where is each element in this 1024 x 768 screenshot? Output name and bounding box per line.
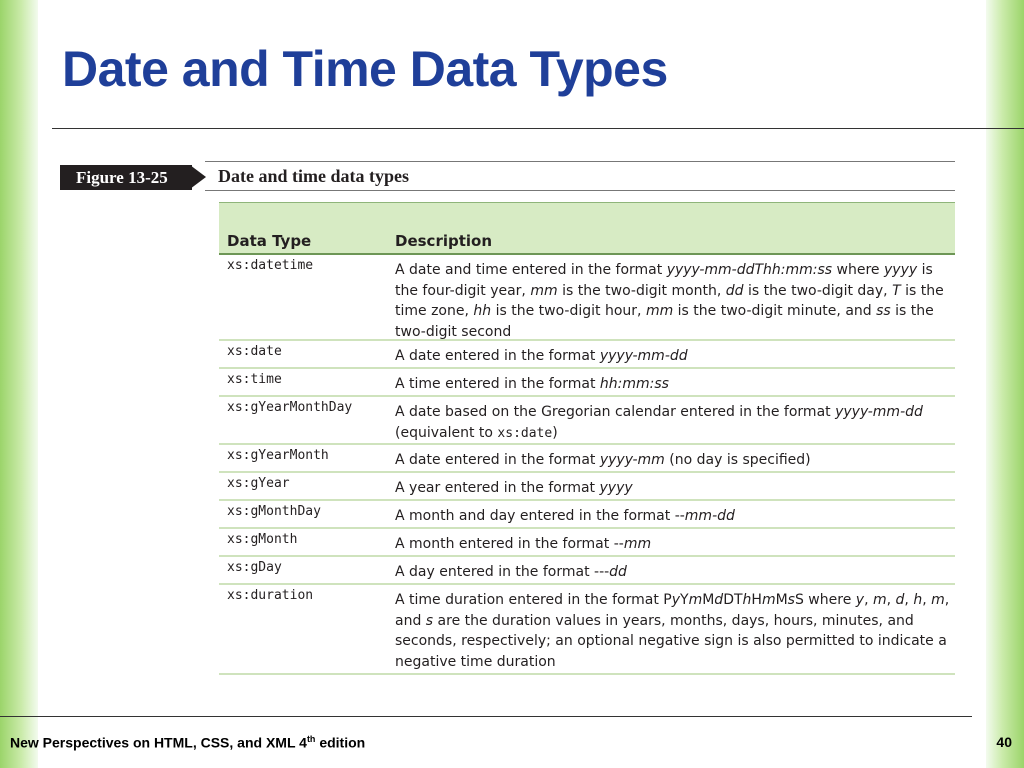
row-description: A month and day entered in the format --mm-dd (395, 508, 735, 524)
table-header (219, 202, 955, 255)
row-description: A month entered in the format --mm (395, 536, 652, 552)
row-type: xs:gMonthDay (227, 504, 321, 519)
table-row (219, 341, 955, 369)
footer-text (10, 734, 365, 751)
row-description: A date based on the Gregorian calendar entered in the format yyyy-mm-dd (equivalent to xs:date) (395, 404, 923, 441)
header-description: Description (395, 232, 493, 250)
left-green-bar (0, 0, 38, 768)
row-type: xs:gYearMonth (227, 448, 329, 463)
right-green-bar (986, 0, 1024, 768)
data-types-table (219, 202, 955, 675)
table-row (219, 397, 955, 445)
row-type: xs:gYear (227, 476, 290, 491)
row-type: xs:datetime (227, 258, 314, 273)
table-row (219, 473, 955, 501)
row-description: A day entered in the format ---dd (395, 564, 627, 580)
row-type: xs:time (227, 372, 282, 387)
table-row (219, 501, 955, 529)
table-row (219, 557, 955, 585)
footer-superscript: th (306, 734, 316, 744)
table-row (219, 445, 955, 473)
figure-caption: Date and time data types (218, 166, 409, 186)
row-description: A date entered in the format yyyy-mm (no day is specified) (395, 452, 811, 468)
row-description: A time entered in the format hh:mm:ss (395, 376, 669, 392)
footer-divider (0, 716, 972, 717)
header-data-type: Data Type (227, 232, 312, 250)
row-type: xs:date (227, 344, 282, 359)
table-row (219, 529, 955, 557)
figure-rule-bottom (205, 190, 955, 191)
table-row (219, 255, 955, 341)
footer-suffix: edition (315, 734, 366, 751)
figure-label: Figure 13-25 (60, 165, 192, 190)
table-row (219, 369, 955, 397)
figure-rule-top (205, 161, 955, 162)
row-type: xs:gYearMonthDay (227, 400, 353, 415)
row-description: A date and time entered in the format yyyy-mm-ddThh:mm:ss where yyyy is the four-digit year, mm is the two-digit month, dd is the two-digit day, T is the time zone, hh is the two-digit hour, mm is the two-digit minute, and ss is the two-digit second (395, 262, 944, 340)
figure-label-arrow (190, 165, 206, 189)
row-description: A time duration entered in the format PyYmMdDThHmMsS where y, m, d, h, m, and s are the duration values in years, months, days, hours, minutes, and seconds, respectively; an optional negative sign is also permitted to indicate a negative time duration (395, 592, 950, 670)
title-divider (52, 128, 1024, 129)
row-type: xs:duration (227, 588, 314, 603)
footer-title: New Perspectives on HTML, CSS, and XML 4 (10, 734, 307, 751)
row-type: xs:gDay (227, 560, 282, 575)
row-description: A date entered in the format yyyy-mm-dd (395, 348, 688, 364)
row-description: A year entered in the format yyyy (395, 480, 633, 496)
table-row (219, 585, 955, 675)
slide-title: Date and Time Data Types (62, 41, 668, 97)
row-type: xs:gMonth (227, 532, 298, 547)
page-number: 40 (996, 734, 1012, 750)
